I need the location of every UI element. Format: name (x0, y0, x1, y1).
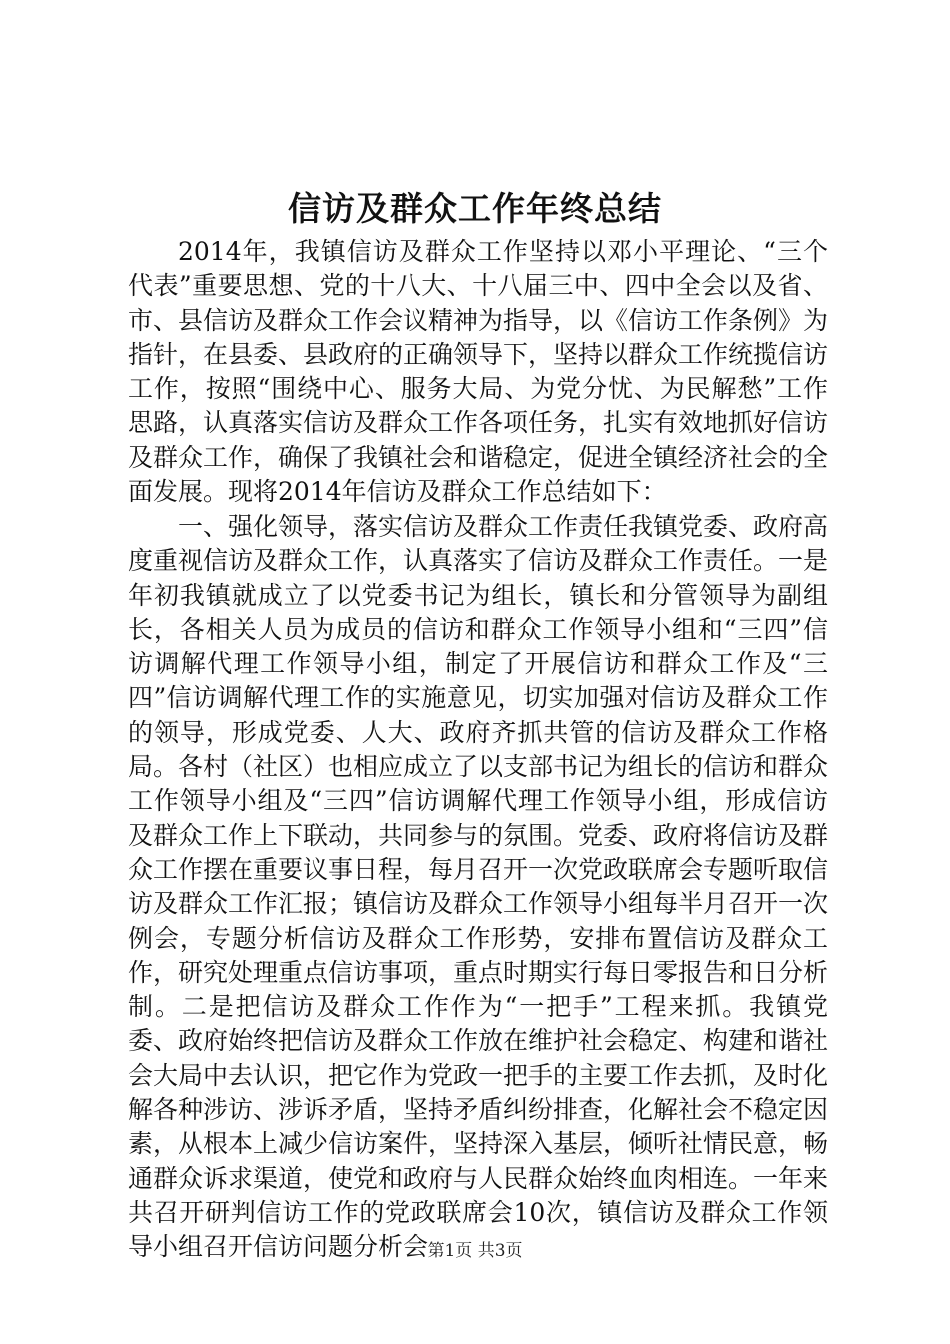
paragraph-intro: 2014年，我镇信访及群众工作坚持以邓小平理论、“三个代表”重要思想、党的十八大、十八届三中、四中全会以及省、市、县信访及群众工作会议精神为指导，以《信访工作条例》为指针，在县委、县政府的正确领导下，坚持以群众工作统揽信访工作，按照“围绕中心、服务大局、为党分忧、为民解愁”工作思路，认真落实信访及群众工作各项任务，扎实有效地抓好信访及群众工作，确保了我镇社会和谐稳定，促进全镇经济社会的全面发展。现将2014年信访及群众工作总结如下： (128, 237, 829, 507)
page-footer: 第1页 共3页 (427, 1241, 523, 1261)
paragraph-section-one: 一、强化领导，落实信访及群众工作责任我镇党委、政府高度重视信访及群众工作，认真落实了信访及群众工作责任。一是年初我镇就成立了以党委书记为组长，镇长和分管领导为副组长，各相关人员为成员的信访和群众工作领导小组和“三四”信访调解代理工作领导小组，制定了开展信访和群众工作及“三四”信访调解代理工作的实施意见，切实加强对信访及群众工作的领导，形成党委、人大、政府齐抓共管的信访及群众工作格局。各村（社区）也相应成立了以支部书记为组长的信访和群众工作领导小组及“三四”信访调解代理工作领导小组，形成信访及群众工作上下联动，共同参与的氛围。党委、政府将信访及群众工作摆在重要议事日程，每月召开一次党政联席会专题听取信访及群众工作汇报；镇信访及群众工作领导小组每半月召开一次例会，专题分析信访及群众工作形势，安排布置信访及群众工作，研究处理重点信访事项，重点时期实行每日零报告和日分析制。二是把信访及群众工作作为“一把手”工程来抓。我镇党委、政府始终把信访及群众工作放在维护社会稳定、构建和谐社会大局中去认识，把它作为党政一把手的主要工作去抓，及时化解各种涉访、涉诉矛盾，坚持矛盾纠纷排查，化解社会不稳定因素，从根本上减少信访案件，坚持深入基层，倾听社情民意，畅通群众诉求渠道，使党和政府与人民群众始终血肉相连。一年来共召开研判信访工作的党政联席会10次，镇信访及群众工作领导小组召开信访问题分析会 (128, 512, 829, 1262)
document-title: 信访及群众工作年终总结 (288, 189, 662, 228)
